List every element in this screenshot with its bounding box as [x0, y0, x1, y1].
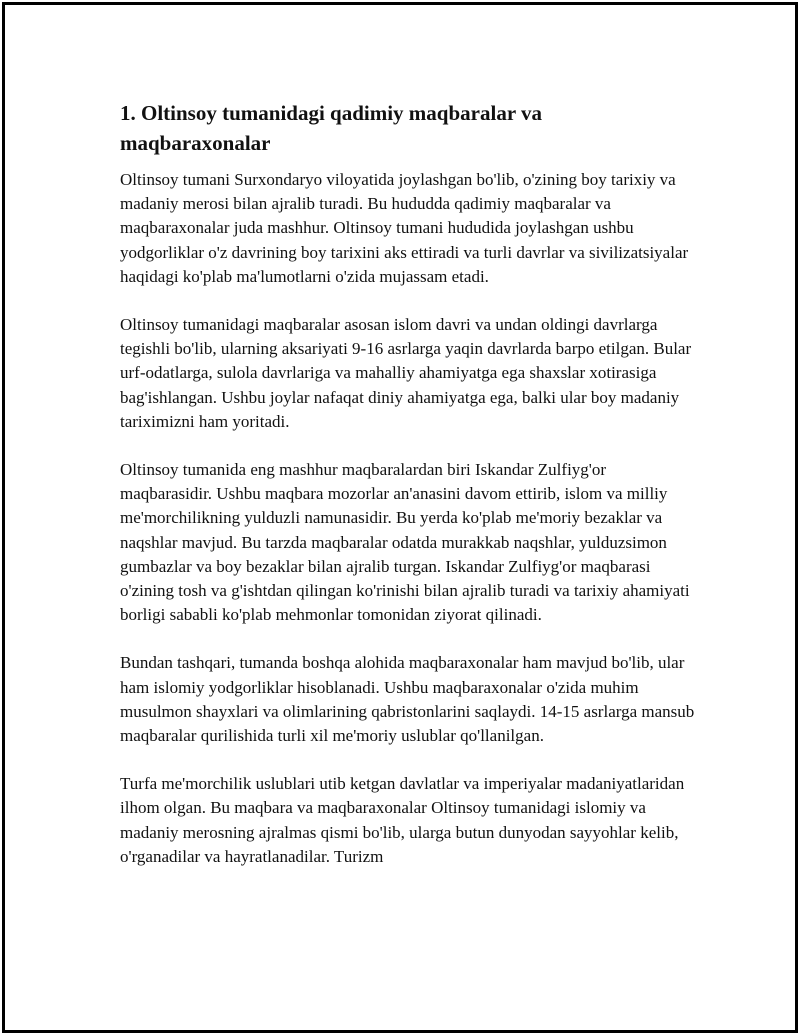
- paragraph-1: Oltinsoy tumani Surxondaryo viloyatida joylashgan bo'lib, o'zining boy tarixiy va madaniy merosi bilan ajralib turadi. Bu hududda qadimiy maqbaralar va maqbaraxonalar juda mashhur. Oltinsoy tumani hududida joylashgan ushbu yodgorliklar o'z davrining boy tarixini aks ettiradi va turli davrlar va sivilizatsiyalar haqidagi ko'plab ma'lumotlarni o'zida mujassam etadi.: [120, 170, 689, 286]
- paragraph-3: Oltinsoy tumanida eng mashhur maqbaralardan biri Iskandar Zulfiyg'or maqbarasidir. Ushbu maqbara mozorlar an'anasini davom ettirib, islom va milliy me'morchilikning yulduzli namunasidir. Bu yerda ko'plab me'moriy bezaklar va naqshlar mavjud. Bu tarzda maqbaralar odatda murakkab naqshlar, yulduzsimon gumbazlar va boy bezaklar bilan ajralib turgan. Iskandar Zulfiyg'or maqbarasi o'zining tosh va g'ishtdan qilingan ko'rinishi bilan ajralib turadi va tarixiy ahamiyati borligi sababli ko'plab mehmonlar tomonidan ziyorat qilinadi.: [120, 460, 690, 625]
- section-heading: 1. Oltinsoy tumanidagi qadimiy maqbaralar va maqbaraxonalar: [120, 101, 543, 155]
- paragraph-2: Oltinsoy tumanidagi maqbaralar asosan islom davri va undan oldingi davrlarga tegishli bo'lib, ularning aksariyati 9-16 asrlarga yaqin davrlarda barpo etilgan. Bular urf-odatlarga, sulola davrlariga va mahalliy ahamiyatga ega shaxslar xotirasiga bag'ishlangan. Ushbu joylar nafaqat diniy ahamiyatga ega, balki ular boy madaniy tariximizni ham yoritadi.: [120, 315, 692, 431]
- paragraph-5: Turfa me'morchilik uslublari utib ketgan davlatlar va imperiyalar madaniyatlaridan ilhom olgan. Bu maqbara va maqbaraxonalar Oltinsoy tumanidagi islomiy va madaniy merosning ajralmas qismi bo'lib, ularga butun dunyodan sayyohlar kelib, o'rganadilar va hayratlanadilar. Turizm: [120, 774, 685, 866]
- paragraph-4: Bundan tashqari, tumanda boshqa alohida maqbaraxonalar ham mavjud bo'lib, ular ham islomiy yodgorliklar hisoblanadi. Ushbu maqbaraxonalar o'zida muhim musulmon shayxlari va olimlarining qabristonlarini saqlaydi. 14-15 asrlarga mansub maqbaralar qurilishida turli xil me'moriy uslublar qo'llanilgan.: [120, 653, 695, 746]
- page-frame: [2, 2, 798, 1033]
- document-body: [120, 93, 695, 893]
